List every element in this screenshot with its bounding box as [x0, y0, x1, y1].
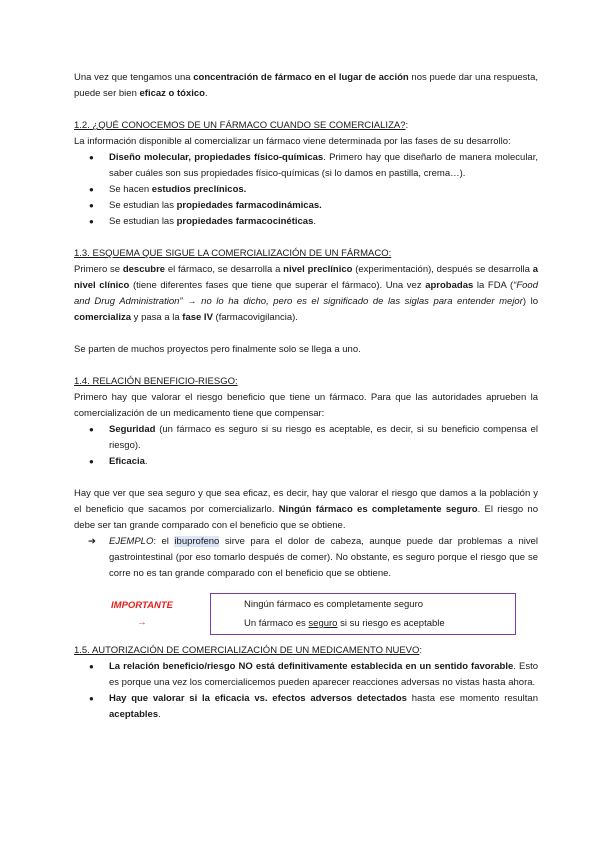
text: . Primero hay que diseñarlo de manera molecular, saber cuáles son sus propiedades físico-químicas (si lo damos en pastilla, crema…). — [109, 152, 538, 179]
text: . — [204, 88, 208, 99]
text: . — [144, 456, 148, 467]
text: . — [313, 216, 316, 227]
list-item — [74, 198, 538, 214]
list-item — [74, 422, 538, 454]
underlined-text: seguro — [308, 618, 338, 629]
text: . El riesgo no debe ser tan grande comparado con el beneficio que se obtiene. — [74, 504, 538, 531]
section-1-4-paragraph — [74, 486, 538, 534]
bold-text: propiedades farmacocinéticas — [176, 216, 314, 227]
bold-text: comercializa — [74, 312, 132, 323]
bold-text: Eficacia — [109, 456, 145, 467]
italic-text: “Food and Drug Administration” → no lo ha dicho, pero es el significado de las siglas para entender mejor — [74, 280, 538, 307]
text: Se estudian las — [109, 216, 177, 227]
bold-text: aceptables — [109, 709, 159, 720]
arrow-right-icon: → — [137, 617, 147, 628]
section-1-2-heading — [74, 118, 538, 134]
bold-text: propiedades farmacodinámicas. — [176, 200, 322, 211]
text: Primero se — [74, 264, 123, 275]
list-item — [74, 214, 538, 230]
text: Una vez que tengamos una — [74, 72, 194, 83]
heading-text: 1.5. AUTORIZACIÓN DE COMERCIALIZACIÓN DE UN MEDICAMENTO NUEVO — [74, 645, 420, 656]
text: el fármaco, se desarrolla a — [165, 264, 284, 275]
text: . — [158, 709, 161, 720]
arrow-icon: ➔ — [88, 536, 96, 547]
text: : el — [153, 536, 175, 547]
text: la FDA ( — [473, 280, 514, 291]
text: nos puede dar una respuesta, puede ser bien — [74, 72, 538, 99]
heading-text: 1.2. ¿QUÉ CONOCEMOS DE UN FÁRMACO CUANDO SE COMERCIALIZA? — [74, 120, 406, 131]
section-1-2-intro: La información disponible al comercializar un fármaco viene determinada por las fases de su desarrollo: — [74, 136, 511, 147]
bold-text: aprobadas — [425, 280, 474, 291]
text: y pasa a la — [131, 312, 183, 323]
bold-text: descubre — [122, 264, 166, 275]
text: : — [419, 645, 423, 656]
text: sirve para el dolor de cabeza, aunque puede dar problemas a nivel gastrointestinal (por eso tomarlo después de comer). No obstante, es seguro porque el riesgo que se corre no es tan grande comparado con el beneficio que se obtiene. — [109, 536, 538, 579]
text: ) lo — [522, 296, 539, 307]
heading-text: 1.4. RELACIÓN BENEFICIO-RIESGO: — [74, 376, 238, 387]
important-box — [210, 593, 516, 635]
section-1-4-list — [74, 422, 538, 470]
section-1-2-list — [74, 150, 538, 230]
section-1-4-intro: Primero hay que valorar el riesgo beneficio que tiene un fármaco. Para que las autoridades aprueben la comercialización de un medicamento tiene que compensar: — [74, 392, 538, 419]
bold-text: Diseño molecular, propiedades físico-químicas — [109, 152, 324, 163]
bold-text: estudios preclínicos. — [151, 184, 247, 195]
highlighted-text: ibuprofeno — [174, 536, 220, 547]
intro-paragraph — [74, 70, 538, 102]
section-1-4-heading — [74, 374, 538, 390]
text: : — [405, 120, 409, 131]
box-line: Ningún fármaco es completamente seguro — [244, 599, 424, 610]
bold-text: eficaz o tóxico — [139, 88, 205, 99]
text: si su riesgo es aceptable — [337, 618, 445, 629]
text: Se hacen — [109, 184, 152, 195]
bold-text: Seguridad — [109, 424, 156, 435]
list-item — [74, 182, 538, 198]
text: hasta ese momento resultan — [406, 693, 538, 704]
important-callout — [74, 593, 538, 635]
text: (farmacovigilancia). — [212, 312, 298, 323]
section-1-3-note: Se parten de muchos proyectos pero finalmente solo se llega a uno. — [74, 344, 361, 355]
bold-text: a nivel clínico — [74, 264, 538, 291]
bold-text: La relación beneficio/riesgo NO está definitivamente establecida en un sentido favorable — [109, 661, 514, 672]
document-page — [74, 70, 538, 723]
section-1-5-heading — [74, 643, 538, 659]
text: (tiene diferentes fases que tiene que superar el fármaco). Una vez — [129, 280, 426, 291]
bold-text: Hay que valorar si la eficacia vs. efectos adversos detectados — [109, 693, 407, 704]
bold-text: fase IV — [182, 312, 213, 323]
italic-text: EJEMPLO — [109, 536, 154, 547]
bold-text: Ningún fármaco es completamente seguro — [278, 504, 478, 515]
text: (un fármaco es seguro si su riesgo es aceptable, es decir, si su beneficio compensa el riesgo). — [109, 424, 538, 451]
section-1-3-heading — [74, 246, 538, 262]
heading-text: 1.3. ESQUEMA QUE SIGUE LA COMERCIALIZACIÓN DE UN FÁRMACO: — [74, 248, 392, 259]
bold-text: concentración de fármaco en el lugar de acción — [193, 72, 409, 83]
box-line — [244, 614, 515, 633]
important-label-text: IMPORTANTE — [111, 600, 173, 611]
section-1-3-paragraph — [74, 262, 538, 326]
text: . Esto es porque una vez los comercialicemos pueden aparecer reacciones adversas no vistas hasta ahora. — [109, 661, 538, 688]
text: Se estudian las — [109, 200, 177, 211]
example-item — [74, 534, 538, 582]
text: Hay que ver que sea seguro y que sea eficaz, es decir, hay que valorar el riesgo que damos a la población y el beneficio que sacamos por comercializarlo. — [74, 488, 538, 515]
bold-text: nivel preclínico — [283, 264, 353, 275]
important-label — [74, 597, 210, 631]
list-item — [74, 659, 538, 691]
list-item — [74, 691, 538, 723]
section-1-5-list — [74, 659, 538, 723]
text: Un fármaco es — [244, 618, 309, 629]
list-item — [74, 454, 538, 470]
text: (experimentación), después se desarrolla — [352, 264, 533, 275]
list-item — [74, 150, 538, 182]
